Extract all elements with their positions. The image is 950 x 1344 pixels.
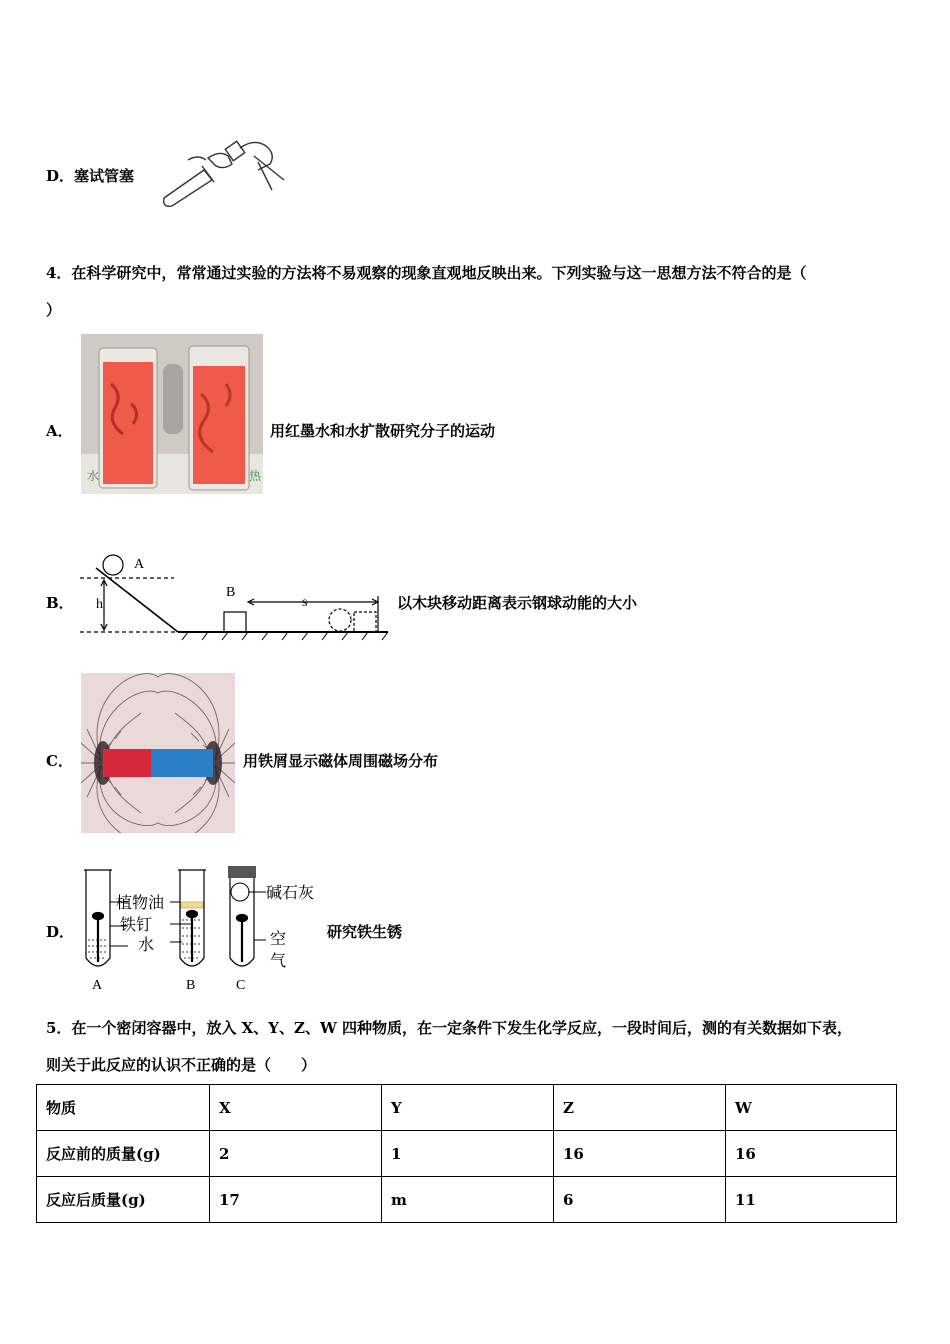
table-row: [37, 1131, 897, 1177]
table-cell: 反应后质量(g): [37, 1177, 210, 1223]
option-c-label: C．: [46, 752, 73, 770]
mass-data-table: [36, 1084, 897, 1223]
iron-rust-test-tubes-diagram: [80, 862, 322, 994]
tube-label-b: B: [186, 978, 196, 993]
label-hot: 热: [249, 469, 262, 483]
option-d-text: 研究铁生锈: [327, 923, 403, 941]
label-air-2: 气: [270, 951, 287, 970]
table-row: [37, 1177, 897, 1223]
option-label: D．: [46, 167, 75, 185]
question-5-stem-line2: 则关于此反应的认识不正确的是（ ）: [46, 1056, 317, 1074]
label-air-1: 空: [270, 929, 287, 948]
label-b: B: [226, 585, 236, 600]
table-header-cell: X: [210, 1085, 382, 1131]
option-d-label: D．: [46, 923, 75, 941]
label-soda-lime: 碱石灰: [266, 883, 315, 902]
option-b-label: B．: [46, 594, 74, 612]
table-cell: 2: [210, 1131, 382, 1177]
label-h: h: [96, 597, 103, 612]
option-a-text: 用红墨水和水扩散研究分子的运动: [270, 422, 496, 440]
iron-filings-magnet-photo: [81, 673, 235, 833]
label-water: 水: [138, 935, 155, 954]
table-cell: m: [382, 1177, 554, 1223]
table-header-cell: W: [726, 1085, 897, 1131]
table-header-row: [37, 1085, 897, 1131]
table-cell: 1: [382, 1131, 554, 1177]
option-text: 塞试管塞: [74, 167, 135, 185]
label-vegetable-oil: 植物油: [116, 893, 165, 912]
label-water: 水: [87, 469, 100, 483]
label-iron-nail: 铁钉: [120, 915, 153, 934]
table-cell: 17: [210, 1177, 382, 1223]
option-a-label: A．: [46, 422, 73, 440]
ink-diffusion-photo: [81, 334, 263, 494]
tube-label-c: C: [236, 978, 246, 993]
table-header-cell: Y: [382, 1085, 554, 1131]
table-header-cell: 物质: [37, 1085, 210, 1131]
label-a: A: [134, 557, 145, 572]
table-cell: 16: [726, 1131, 897, 1177]
question-5-stem-line1: 5．在一个密闭容器中，放入 X、Y、Z、W 四种物质，在一定条件下发生化学反应，一段时间后，测的有关数据如下表，: [46, 1019, 853, 1037]
question-4-stem-line1: 4．在科学研究中，常常通过实验的方法将不易观察的现象直观地反映出来。下列实验与这一思想方法不符合的是（: [46, 264, 807, 282]
test-tube-stopper-illustration: [158, 136, 290, 210]
option-b-text: 以木块移动距离表示钢球动能的大小: [397, 594, 638, 612]
label-s: s: [302, 595, 308, 610]
table-cell: 6: [554, 1177, 726, 1223]
ramp-ball-block-diagram: [78, 550, 390, 642]
table-header-cell: Z: [554, 1085, 726, 1131]
option-c-text: 用铁屑显示磁体周围磁场分布: [243, 752, 439, 770]
question-4-stem-line2: ）: [46, 301, 62, 319]
tube-label-a: A: [92, 978, 103, 993]
table-cell: 11: [726, 1177, 897, 1223]
table-cell: 反应前的质量(g): [37, 1131, 210, 1177]
table-cell: 16: [554, 1131, 726, 1177]
